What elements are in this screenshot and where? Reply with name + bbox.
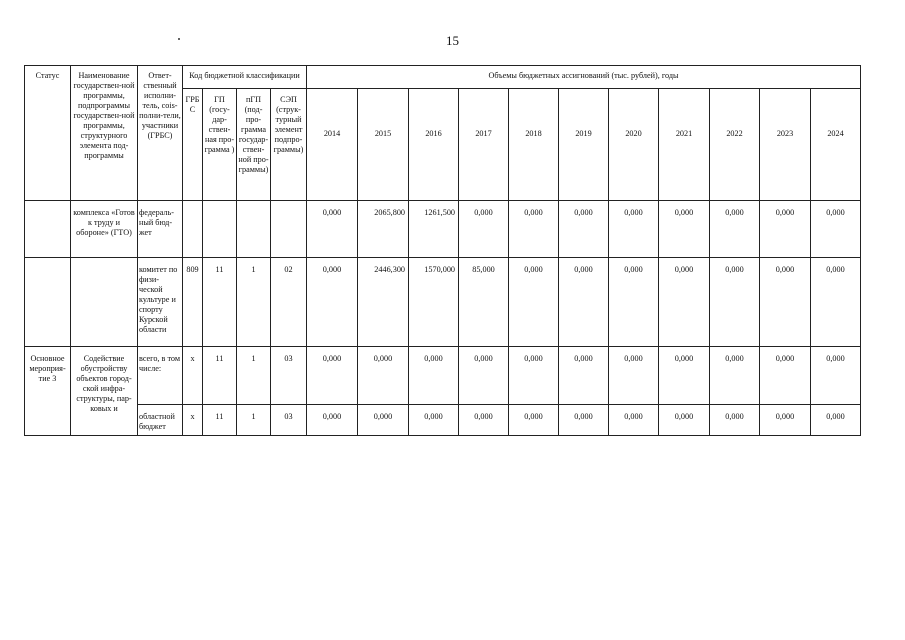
value-cell: 0,000: [811, 201, 861, 258]
value-cell: 0,000: [609, 347, 659, 405]
row-gp: 11: [203, 347, 237, 405]
row-name: Содействие обустройству объектов город-ской инфра-структуры, пар-ковых и: [71, 347, 138, 436]
year-2024: 2024: [811, 89, 861, 201]
value-cell: 0,000: [559, 405, 609, 436]
value-cell: 0,000: [609, 201, 659, 258]
value-cell: 0,000: [760, 201, 811, 258]
row-gp: 11: [203, 258, 237, 347]
value-cell: 0,000: [659, 258, 710, 347]
row-grbs: 809: [183, 258, 203, 347]
value-cell: 0,000: [659, 347, 710, 405]
value-cell: 0,000: [409, 347, 459, 405]
value-cell: 0,000: [459, 347, 509, 405]
value-cell: 2065,800: [358, 201, 409, 258]
value-cell: 0,000: [509, 258, 559, 347]
value-cell: 0,000: [307, 347, 358, 405]
header-volumes: Объемы бюджетных ассигнований (тыс. рублей), годы: [307, 66, 861, 89]
header-sep: СЭП (струк-турный элемент подпро-граммы): [271, 89, 307, 201]
value-cell: 0,000: [760, 405, 811, 436]
table-row: [25, 258, 861, 347]
year-2020: 2020: [609, 89, 659, 201]
value-cell: 0,000: [811, 347, 861, 405]
scan-dot: [178, 38, 180, 40]
table-row: [25, 201, 861, 258]
row-responsible: федераль-ный бюд-жет: [138, 201, 183, 258]
row-gp: [203, 201, 237, 258]
header-gp: ГП (госу-дар-ствен-ная про-грамма ): [203, 89, 237, 201]
value-cell: 0,000: [609, 258, 659, 347]
year-2015: 2015: [358, 89, 409, 201]
value-cell: 0,000: [659, 405, 710, 436]
year-2018: 2018: [509, 89, 559, 201]
value-cell: 0,000: [409, 405, 459, 436]
header-responsible: Ответ-ственный исполни-тель, сois-полни-тели, участники (ГРБС): [138, 66, 183, 201]
row-name: комплекса «Готов к труду и обороне» (ГТО): [71, 201, 138, 258]
value-cell: 0,000: [358, 405, 409, 436]
header-pgp: пГП (под-про-грамма государ-ствен-ной про-граммы): [237, 89, 271, 201]
year-2017: 2017: [459, 89, 509, 201]
year-2023: 2023: [760, 89, 811, 201]
value-cell: 0,000: [509, 405, 559, 436]
header-status: Статус: [25, 66, 71, 201]
row-status: [25, 201, 71, 258]
value-cell: 2446,300: [358, 258, 409, 347]
row-pgp: 1: [237, 347, 271, 405]
row-name: [71, 258, 138, 347]
year-2016: 2016: [409, 89, 459, 201]
header-grbs: ГРБ С: [183, 89, 203, 201]
value-cell: 0,000: [609, 405, 659, 436]
row-grbs: [183, 201, 203, 258]
value-cell: 0,000: [559, 347, 609, 405]
value-cell: 0,000: [509, 347, 559, 405]
value-cell: 85,000: [459, 258, 509, 347]
year-2014: 2014: [307, 89, 358, 201]
value-cell: 0,000: [760, 347, 811, 405]
header-name: Наименование государствен-ной программы, подпрограммы государствен-ной программы, структурного элемента под-программы: [71, 66, 138, 201]
row-sep: 03: [271, 347, 307, 405]
value-cell: 0,000: [559, 201, 609, 258]
row-pgp: 1: [237, 405, 271, 436]
header-row-1: [25, 66, 861, 89]
budget-table: [24, 65, 861, 436]
row-sep: 02: [271, 258, 307, 347]
value-cell: 1570,000: [409, 258, 459, 347]
value-cell: 0,000: [307, 201, 358, 258]
value-cell: 0,000: [811, 258, 861, 347]
year-2022: 2022: [710, 89, 760, 201]
value-cell: 0,000: [710, 258, 760, 347]
row-grbs: х: [183, 347, 203, 405]
table-row: [25, 405, 861, 436]
row-pgp: 1: [237, 258, 271, 347]
row-gp: 11: [203, 405, 237, 436]
year-2021: 2021: [659, 89, 710, 201]
row-responsible: всего, в том числе:: [138, 347, 183, 405]
row-sep: 03: [271, 405, 307, 436]
row-sep: [271, 201, 307, 258]
row-responsible: областной бюджет: [138, 405, 183, 436]
value-cell: 0,000: [459, 405, 509, 436]
value-cell: 0,000: [710, 201, 760, 258]
value-cell: 0,000: [307, 405, 358, 436]
header-budget-code: Код бюджетной классификации: [183, 66, 307, 89]
value-cell: 0,000: [710, 405, 760, 436]
row-grbs: х: [183, 405, 203, 436]
value-cell: 0,000: [459, 201, 509, 258]
value-cell: 0,000: [559, 258, 609, 347]
value-cell: 0,000: [811, 405, 861, 436]
value-cell: 0,000: [659, 201, 710, 258]
row-status: Основное мероприя-тие 3: [25, 347, 71, 436]
page-number: 15: [446, 33, 459, 48]
row-responsible: комитет по физи-ческой культуре и спорту Курской области: [138, 258, 183, 347]
value-cell: 1261,500: [409, 201, 459, 258]
table-row: [25, 347, 861, 405]
value-cell: 0,000: [760, 258, 811, 347]
value-cell: 0,000: [509, 201, 559, 258]
value-cell: 0,000: [710, 347, 760, 405]
year-2019: 2019: [559, 89, 609, 201]
row-status: [25, 258, 71, 347]
row-pgp: [237, 201, 271, 258]
value-cell: 0,000: [307, 258, 358, 347]
value-cell: 0,000: [358, 347, 409, 405]
